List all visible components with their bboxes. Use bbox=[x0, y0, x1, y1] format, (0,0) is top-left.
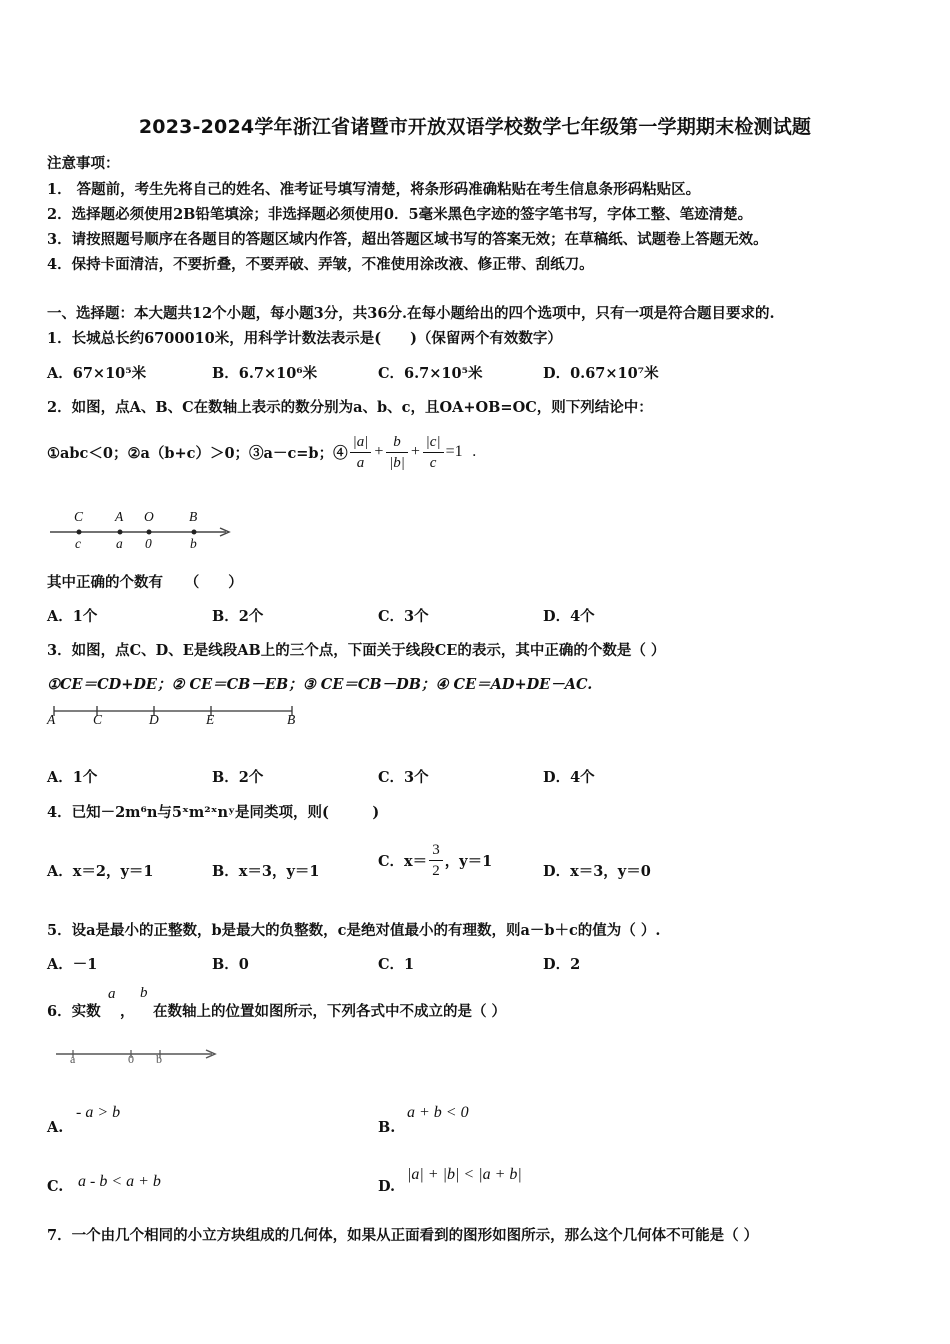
q2-option-b: B．2个 bbox=[212, 608, 264, 625]
axis-label: 0 bbox=[128, 1052, 134, 1066]
section-heading: 一、选择题：本大题共12个小题，每小题3分，共36分.在每小题给出的四个选项中，只有一项是符合题目要求的. bbox=[47, 305, 775, 322]
q1-option-a: A．67×10⁵米 bbox=[47, 365, 147, 382]
q2-subquestion: 其中正确的个数有 （ ） bbox=[47, 574, 243, 591]
q6-option-d-expr: |a| + |b| < |a + b| bbox=[407, 1166, 522, 1183]
period: . bbox=[472, 443, 477, 460]
q6-option-a-label: A. bbox=[47, 1119, 64, 1136]
notice-item: 2．选择题必须使用2B铅笔填涂；非选择题必须使用0．5毫米黑色字迹的签字笔书写，字体工整、笔迹清楚。 bbox=[47, 206, 753, 223]
point-b bbox=[192, 530, 197, 535]
page-title: 2023-2024学年浙江省诸暨市开放双语学校数学七年级第一学期期末检测试题 bbox=[138, 116, 812, 138]
denominator: |b| bbox=[389, 454, 405, 471]
q5-option-b: B．0 bbox=[212, 956, 249, 973]
q2-option-a: A．1个 bbox=[47, 608, 98, 625]
axis-label: c bbox=[75, 536, 81, 551]
var-b: b bbox=[140, 985, 148, 1001]
numerator: 3 bbox=[429, 840, 443, 861]
plus-sign: + bbox=[373, 443, 385, 460]
q6-number-line bbox=[56, 1045, 221, 1075]
question-4-stem: 4．已知－2m⁶n与5ˣm²ˣnʸ是同类项，则( ) bbox=[47, 804, 380, 821]
q6-option-a-expr: - a > b bbox=[76, 1104, 121, 1121]
q6-option-c-label: C. bbox=[47, 1178, 64, 1195]
q4-option-d: D．x＝3，y＝0 bbox=[543, 863, 651, 880]
question-6-stem: 在数轴上的位置如图所示，下列各式中不成立的是（ ） bbox=[153, 1003, 507, 1020]
point-c bbox=[77, 530, 82, 535]
denominator: c bbox=[429, 454, 437, 471]
numerator: |a| bbox=[350, 432, 372, 453]
axis-label: B bbox=[189, 509, 198, 524]
equals-one: =1 bbox=[445, 443, 463, 460]
notice-item: 3．请按照题号顺序在各题目的答题区域内作答，超出答题区域书写的答案无效；在草稿纸、试题卷上答题无效。 bbox=[47, 231, 768, 248]
axis-label: 0 bbox=[145, 536, 152, 551]
question-7-stem: 7．一个由几个相同的小立方块组成的几何体，如果从正面看到的图形如图所示，那么这个几何体不可能是（ ） bbox=[47, 1227, 759, 1244]
axis-label: a bbox=[116, 536, 123, 551]
q6-option-b-expr: a + b < 0 bbox=[407, 1104, 469, 1121]
question-2-stem: 2．如图，点A、B、C在数轴上表示的数分别为a、b、c，且OA+OB=OC，则下列结论中： bbox=[47, 399, 653, 416]
segment-label: B bbox=[287, 712, 296, 727]
q4-option-c bbox=[378, 836, 492, 884]
question-5-stem: 5．设a是最小的正整数，b是最大的负整数，c是绝对值最小的有理数，则a－b＋c的值为（ ）. bbox=[47, 922, 661, 939]
segment-label: A bbox=[47, 712, 56, 727]
denominator: a bbox=[356, 454, 365, 471]
axis-label: b bbox=[156, 1052, 162, 1066]
q3-segment-ab bbox=[52, 703, 297, 723]
option-tail: ，y＝1 bbox=[444, 852, 493, 870]
q2-fraction-1 bbox=[350, 432, 372, 473]
q1-option-c: C．6.7×10⁵米 bbox=[378, 365, 483, 382]
q2-fraction-2 bbox=[386, 432, 408, 473]
q2-conclusions bbox=[47, 428, 477, 476]
axis-label: a bbox=[70, 1052, 76, 1066]
axis-label: A bbox=[115, 509, 124, 524]
numerator: |c| bbox=[423, 432, 444, 453]
fraction-three-halves bbox=[429, 840, 443, 881]
q6-option-b-label: B. bbox=[378, 1119, 396, 1136]
plus-sign: + bbox=[409, 443, 421, 460]
numerator: b bbox=[386, 432, 408, 453]
axis-label: b bbox=[190, 536, 197, 551]
q3-option-d: D．4个 bbox=[543, 769, 595, 786]
q5-option-a: A．－1 bbox=[47, 956, 98, 973]
segment-label: C bbox=[93, 712, 103, 727]
q3-option-c: C．3个 bbox=[378, 769, 429, 786]
segment-label: D bbox=[149, 712, 159, 727]
denominator: 2 bbox=[432, 862, 440, 879]
comma: ， bbox=[120, 1003, 135, 1020]
q2-fraction-3 bbox=[423, 432, 444, 473]
q3-statements: ①CE＝CD+DE；② CE＝CB－EB；③ CE＝CB－DB；④ CE＝AD+DE－AC. bbox=[47, 676, 593, 693]
option-text: C．x＝ bbox=[378, 852, 428, 870]
q1-option-b: B．6.7×10⁶米 bbox=[212, 365, 318, 382]
notice-heading: 注意事项： bbox=[47, 155, 120, 172]
question-3-stem: 3．如图，点C、D、E是线段AB上的三个点，下面关于线段CE的表示，其中正确的个数是（ ） bbox=[47, 642, 666, 659]
point-a bbox=[118, 530, 123, 535]
q6-option-c-expr: a - b < a + b bbox=[78, 1173, 161, 1190]
q2-conclusion-text: ①abc＜0；②a（b+c）＞0；③a－c=b；④ bbox=[47, 444, 348, 462]
point-o bbox=[147, 530, 152, 535]
q4-option-a: A．x＝2，y＝1 bbox=[47, 863, 154, 880]
notice-item: 4．保持卡面清洁，不要折叠，不要弄破、弄皱，不准使用涂改液、修正带、刮纸刀。 bbox=[47, 256, 594, 273]
q3-option-b: B．2个 bbox=[212, 769, 264, 786]
var-a: a bbox=[108, 986, 116, 1002]
q5-option-d: D．2 bbox=[543, 956, 581, 973]
axis-label: O bbox=[144, 509, 154, 524]
q3-option-a: A．1个 bbox=[47, 769, 98, 786]
question-6-prefix: 6．实数 bbox=[47, 1003, 101, 1020]
q2-option-c: C．3个 bbox=[378, 608, 429, 625]
q4-option-b: B．x＝3，y＝1 bbox=[212, 863, 320, 880]
axis-label: C bbox=[74, 509, 84, 524]
q2-option-d: D．4个 bbox=[543, 608, 595, 625]
q5-option-c: C．1 bbox=[378, 956, 415, 973]
question-1-stem: 1．长城总长约6700010米，用科学计数法表示是( )（保留两个有效数字） bbox=[47, 330, 562, 347]
q1-option-d: D．0.67×10⁷米 bbox=[543, 365, 659, 382]
notice-item: 1． 答题前，考生先将自己的姓名、准考证号填写清楚，将条形码准确粘贴在考生信息条形码粘贴区。 bbox=[47, 181, 701, 198]
segment-label: E bbox=[206, 712, 215, 727]
q6-option-d-label: D. bbox=[378, 1178, 396, 1195]
